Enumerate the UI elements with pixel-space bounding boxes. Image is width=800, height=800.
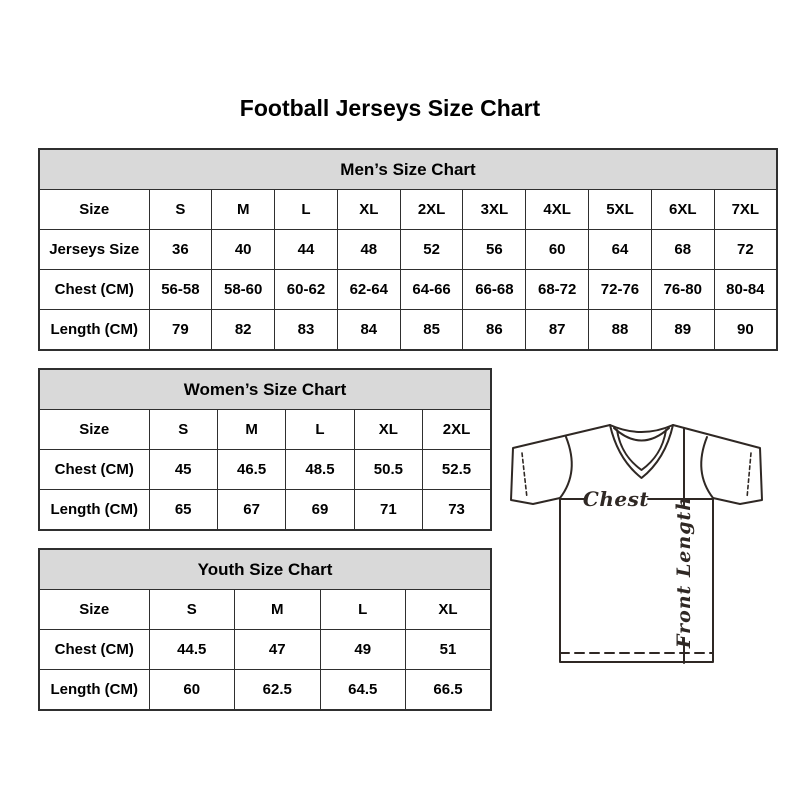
table-cell: XL <box>354 410 422 450</box>
table-cell: 45 <box>149 450 217 490</box>
table-cell: 40 <box>212 230 275 270</box>
table-cell: 64.5 <box>320 670 406 711</box>
table-cell: XL <box>337 190 400 230</box>
table-cell: 68 <box>651 230 714 270</box>
table-cell: 48 <box>337 230 400 270</box>
table-cell: 4XL <box>526 190 589 230</box>
table-cell: L <box>275 190 338 230</box>
table-cell: 79 <box>149 310 212 351</box>
table-cell: 60 <box>149 670 235 711</box>
table-cell: 2XL <box>400 190 463 230</box>
table-cell: 64 <box>589 230 652 270</box>
table-cell: S <box>149 190 212 230</box>
table-cell: 68-72 <box>526 270 589 310</box>
table-cell: 64-66 <box>400 270 463 310</box>
table-title: Women’s Size Chart <box>39 369 491 410</box>
table-cell: 60 <box>526 230 589 270</box>
table-cell: 66.5 <box>406 670 492 711</box>
table-cell: 47 <box>235 630 321 670</box>
table-row <box>39 230 777 270</box>
right-armhole-seam <box>701 437 713 498</box>
table-cell: S <box>149 410 217 450</box>
table-cell: 52.5 <box>423 450 491 490</box>
table-title: Men’s Size Chart <box>39 149 777 190</box>
table-row <box>39 630 491 670</box>
right-cuff-stitch <box>747 453 751 498</box>
table-row <box>39 310 777 351</box>
table-cell: L <box>320 590 406 630</box>
table-cell: 48.5 <box>286 450 354 490</box>
table-cell: M <box>235 590 321 630</box>
table-cell: 51 <box>406 630 492 670</box>
table-cell: 62.5 <box>235 670 321 711</box>
table-cell: M <box>217 410 285 450</box>
row-label-cell: Length (CM) <box>39 670 149 711</box>
youth-size-table <box>38 548 492 711</box>
table-cell: 72 <box>714 230 777 270</box>
womens-size-table <box>38 368 492 531</box>
table-header-row <box>39 149 777 190</box>
table-cell: 6XL <box>651 190 714 230</box>
table-cell: XL <box>406 590 492 630</box>
left-cuff-stitch <box>522 453 527 498</box>
chest-label: Chest <box>582 487 650 511</box>
table-cell: 5XL <box>589 190 652 230</box>
table-cell: 72-76 <box>589 270 652 310</box>
table-cell: 85 <box>400 310 463 351</box>
jersey-measurement-diagram <box>500 400 792 672</box>
jersey-outline <box>511 425 762 662</box>
table-cell: 52 <box>400 230 463 270</box>
table-row <box>39 670 491 711</box>
table-cell: 60-62 <box>275 270 338 310</box>
table-cell: 7XL <box>714 190 777 230</box>
table-row <box>39 190 777 230</box>
table-cell: 87 <box>526 310 589 351</box>
row-label-cell: Chest (CM) <box>39 630 149 670</box>
row-label-cell: Chest (CM) <box>39 450 149 490</box>
table-cell: 76-80 <box>651 270 714 310</box>
table-cell: 3XL <box>463 190 526 230</box>
row-label-cell: Length (CM) <box>39 310 149 351</box>
table-row <box>39 410 491 450</box>
table-cell: 46.5 <box>217 450 285 490</box>
table-cell: 58-60 <box>212 270 275 310</box>
table-row <box>39 270 777 310</box>
table-cell: 56 <box>463 230 526 270</box>
page-title: Football Jerseys Size Chart <box>239 95 541 121</box>
table-cell: 89 <box>651 310 714 351</box>
table-cell: 50.5 <box>354 450 422 490</box>
table-cell: M <box>212 190 275 230</box>
table-cell: 2XL <box>423 410 491 450</box>
table-cell: 86 <box>463 310 526 351</box>
table-header-row <box>39 369 491 410</box>
table-cell: 83 <box>275 310 338 351</box>
table-cell: 69 <box>286 490 354 531</box>
table-row <box>39 490 491 531</box>
table-cell: S <box>149 590 235 630</box>
table-header-row <box>39 549 491 590</box>
table-cell: 44 <box>275 230 338 270</box>
table-title: Youth Size Chart <box>39 549 491 590</box>
row-label-cell: Chest (CM) <box>39 270 149 310</box>
row-label-cell: Size <box>39 590 149 630</box>
table-cell: 84 <box>337 310 400 351</box>
table-cell: 88 <box>589 310 652 351</box>
table-cell: 56-58 <box>149 270 212 310</box>
front-length-label: Front Length <box>673 495 695 649</box>
table-row <box>39 450 491 490</box>
table-cell: L <box>286 410 354 450</box>
row-label-cell: Size <box>39 190 149 230</box>
row-label-cell: Jerseys Size <box>39 230 149 270</box>
row-label-cell: Size <box>39 410 149 450</box>
table-cell: 82 <box>212 310 275 351</box>
mens-size-table <box>38 148 778 351</box>
table-cell: 66-68 <box>463 270 526 310</box>
left-armhole-seam <box>560 437 572 498</box>
table-row <box>39 590 491 630</box>
table-cell: 67 <box>217 490 285 531</box>
table-cell: 36 <box>149 230 212 270</box>
table-cell: 73 <box>423 490 491 531</box>
table-cell: 62-64 <box>337 270 400 310</box>
table-cell: 49 <box>320 630 406 670</box>
row-label-cell: Length (CM) <box>39 490 149 531</box>
table-cell: 65 <box>149 490 217 531</box>
table-cell: 80-84 <box>714 270 777 310</box>
table-cell: 71 <box>354 490 422 531</box>
table-cell: 44.5 <box>149 630 235 670</box>
table-cell: 90 <box>714 310 777 351</box>
